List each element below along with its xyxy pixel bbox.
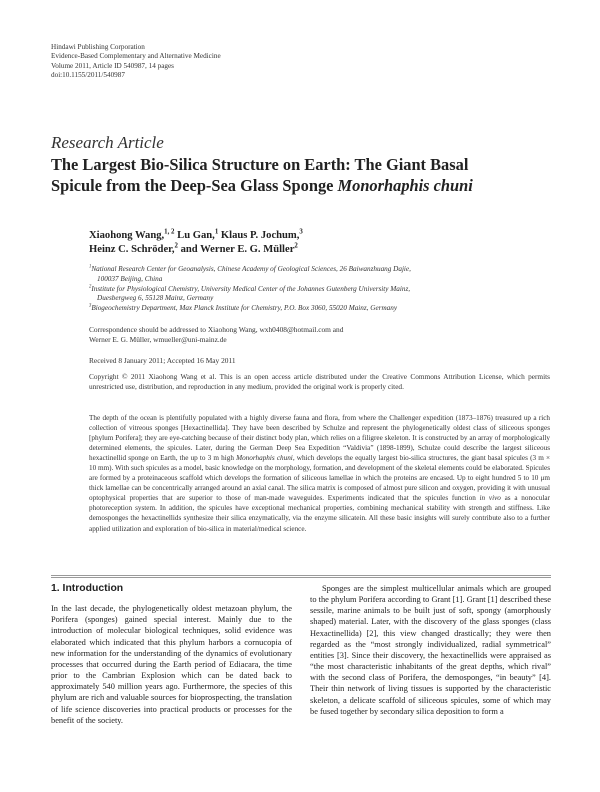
affiliation-list [89, 265, 559, 314]
author-name: Klaus P. Jochum, [218, 230, 300, 241]
article-title [51, 154, 551, 196]
affiliation-text: National Research Center for Geoanalysis, Chinese Academy of Geological Sciences, 26 Baiwanzhuang Dajie, [91, 265, 411, 273]
journal-name: Evidence-Based Complementary and Alternative Medicine [51, 52, 221, 61]
title-line-1: The Largest Bio-Silica Structure on Earth: The Giant Basal [51, 155, 469, 174]
abstract-species-name: Monorhaphis chuni [236, 454, 293, 463]
journal-header [51, 43, 221, 81]
abstract [89, 413, 550, 534]
affiliation-continuation: Duesbergweg 6, 55128 Mainz, Germany [97, 294, 214, 303]
author-name: Heinz C. Schröder, [89, 244, 175, 255]
body-column-right [310, 583, 551, 717]
body-paragraph: In the last decade, the phylogenetically oldest metazoan phylum, the Porifera (sponges) gained special interest. Mainly due to the introduction of molecular biological techniques, solid evidence was elaborated which indicated that this phylum harbors a cornucopia of new information for the understanding of the dynamics of evolutionary processes that occurred during the Earth period of Ediacara, the time prior to the Cambrian Explosion which can be dated back to approximately 540 million years ago. Furthermore, the species of this phylum are rich and valuable sources for bioprospecting, the translation of life science discoveries into practical products or processes for the benefit of the society. [51, 604, 292, 725]
abstract-text: as a nonocular photoreception system. In addition, the spicules have exceptional mechanical properties, combining mechanical stability with strength and stiffness. Like demosponges the hexactinellids synthesize their silica enzymatically, via the enzyme silicatein. All these basic insights will surely contribute also to a further applied utilization and exploration of bio-silica in material/medical science. [89, 494, 550, 533]
publisher-name: Hindawi Publishing Corporation [51, 43, 145, 51]
received-accepted-dates: Received 8 January 2011; Accepted 16 May 2011 [89, 356, 236, 365]
author-affiliation-mark: 1 [214, 228, 219, 236]
section-divider [51, 577, 551, 578]
affiliation-text: Biogeochemistry Department, Max Planck Institute for Chemistry, P.O. Box 3060, 55020 Mainz, Germany [91, 304, 398, 313]
body-paragraph: Sponges are the simplest multicellular animals which are grouped to the phylum Porifera according to Grant [1]. Grant [1] described these sessile, marine animals to be built just of soft, spongy (amorphously shaped) material. Later, with the discovery of the glass sponges (class Hexactinellida) [2], this view changed drastically; they were then regarded as the “most strongly individualized, radial symmetrical” entities [3]. Since their discovery, the hexactinellids were appraised as “the most characteristic inhabitants of the great depths, which rival” with the second class of Porifera, the demosponges, “in beauty” [4]. Their thin network of living tissues is supported by the characteristic skeleton, a delicate scaffold of siliceous spicules, some of which may be fused together by secondary silica deposition to form a [310, 584, 551, 716]
article-type: Research Article [51, 133, 164, 152]
section-heading: 1. Introduction [51, 583, 124, 594]
affiliation-number: 1 [89, 264, 92, 270]
author-affiliation-mark: 3 [299, 228, 303, 236]
affiliation-number: 2 [89, 284, 92, 290]
correspondence-block [89, 325, 343, 345]
affiliation-item [89, 304, 559, 314]
section-divider [51, 575, 551, 576]
author-name: Xiaohong Wang, [89, 230, 165, 241]
affiliation-number: 3 [89, 303, 92, 309]
correspondence-line-1: Correspondence should be addressed to Xiaohong Wang, wxh0408@hotmail.com and [89, 325, 344, 334]
title-line-2-text: Spicule from the Deep-Sea Glass Sponge [51, 176, 338, 195]
author-line-1 [89, 229, 303, 243]
author-line-2 [89, 243, 303, 257]
author-affiliation-mark: 1, 2 [164, 228, 175, 236]
abstract-text: The depth of the ocean is plentifully populated with a highly diverse fauna and flora, from where the Challenger expedition (1873–1876) treasured up a rich collection of vitreous sponges [Hexactinellida]. They have been described by Schulze and represent the phylogenetically oldest class of siliceous sponges [phylum Porifera]; they are eye-catching because of their distinct body plan, which relies on a filigree skeleton. It is constructed by an array of morphologically determined elements, the spicules. Later, during the German Deep Sea Expedition “Valdivia” (1898-1899), Schulze could describe the largest siliceous hexactinellid sponge on Earth, the up to 3 m high [89, 414, 550, 463]
affiliation-text: Institute for Physiological Chemistry, University Medical Center of the Johannes Gutenberg University Mainz, [91, 284, 411, 293]
author-list [89, 229, 303, 257]
doi-link[interactable]: doi:10.1155/2011/540987 [51, 71, 125, 80]
title-line-2 [51, 175, 551, 196]
affiliation-item [89, 265, 559, 275]
author-name: Lu Gan, [174, 230, 215, 241]
title-species-name: Monorhaphis chuni [337, 176, 473, 195]
author-affiliation-mark: 2 [174, 242, 178, 250]
abstract-italic-term: in vivo [479, 494, 501, 503]
body-column-left [51, 583, 292, 726]
correspondence-line-2: Werner E. G. Müller, wmueller@uni-mainz.de [89, 335, 227, 345]
abstract-text: , which develops the equally largest bio-silica structures, the giant basal spicules (3 m × 10 mm). With such spicules as a model, basic knowledge on the morphology, formation, and development of the skeletal elements could be elaborated. Spicules are formed by a proteinaceous scaffold which develops the formation of siliceous lamellae in which the proteins are encased. Up to eight hundred 5 to 10 μm thick lamellae can be concentrically arranged around an axial canal. The silica matrix is composed of almost pure silicon and oxygen, providing it with unusual optophysical properties that are superior to those of man-made waveguides. Experiments indicated that the spicules function [89, 454, 550, 503]
author-affiliation-mark: 2 [294, 242, 298, 250]
volume-info: Volume 2011, Article ID 540987, 14 pages [51, 61, 174, 70]
affiliation-item [89, 285, 559, 295]
affiliation-continuation: 100037 Beijing, China [97, 274, 163, 283]
author-name: and Werner E. G. Müller [177, 244, 295, 255]
copyright-notice: Copyright © 2011 Xiaohong Wang et al. This is an open access article distributed under the Creative Commons Attribution License, which permits unrestricted use, distribution, and reproduction in any medium, provided the original work is properly cited. [89, 372, 550, 391]
